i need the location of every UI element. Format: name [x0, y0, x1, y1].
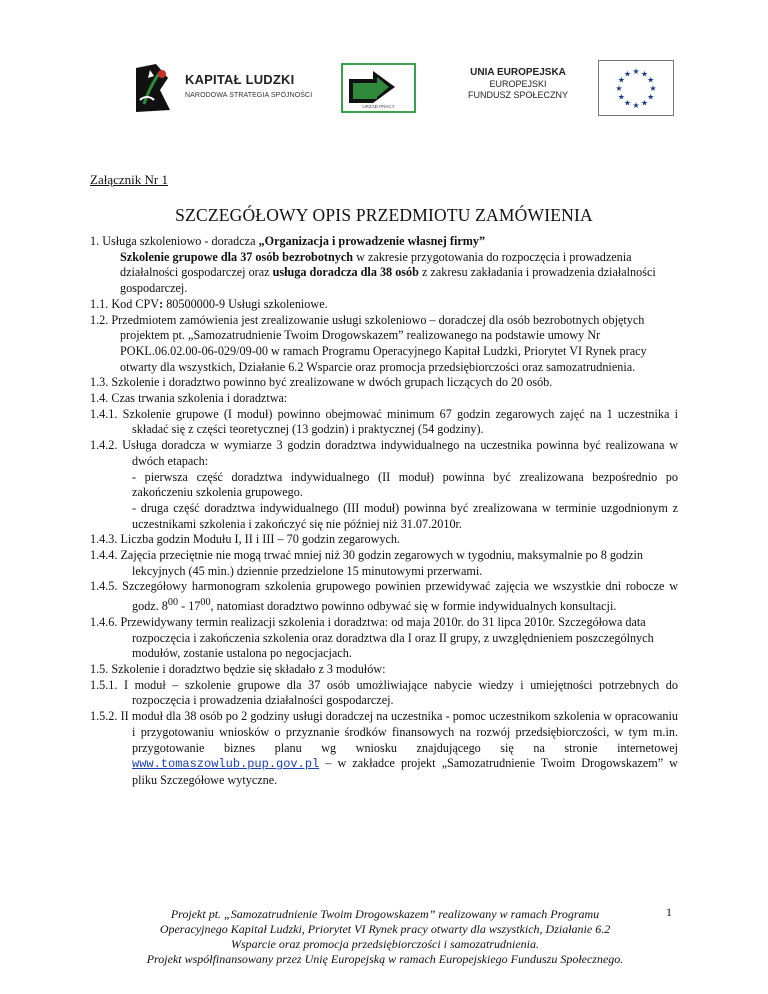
kapital-ludzki-subtitle: NARODOWA STRATEGIA SPÓJNOŚCI	[185, 92, 313, 99]
section-1-4-2	[90, 438, 678, 532]
eu-star-icon: ★	[617, 92, 625, 102]
eu-star-icon: ★	[623, 98, 632, 108]
s1-course-name: „Organizacja i prowadzenie własnej firmy”	[258, 234, 486, 248]
section-1-4-3: 1.4.3. Liczba godzin Modułu I, II i III – 70 godzin zegarowych.	[90, 532, 401, 547]
s1-intro: Usługa szkoleniowo - doradcza	[99, 234, 259, 248]
section-1-5-2	[90, 709, 678, 789]
section-1-4-1: 1.4.1. Szkolenie grupowe (I moduł) powinno obejmować minimum 67 godzin zegarowych zajęć na 1 uczestnika i składać się z części teoretycznej (13 godzin) i praktycznej (54 godziny).	[90, 406, 678, 437]
s142-intro: 1.4.2. Usługa doradcza w wymiarze 3 godzin doradztwa indywidualnego na uczestnika powinna być realizowana w dwóch etapach:	[90, 438, 678, 468]
s152-b: – w zakładce projekt „Samozatrudnienie Twoim Drogowskazem” w pliku Szczegółowe wytyczne.	[132, 756, 678, 787]
eu-star-icon: ★	[647, 92, 655, 102]
eu-star-icon: ★	[640, 69, 649, 79]
s1-advisory: usługa doradcza dla 38 osób	[272, 265, 419, 280]
ue-line-1: UNIA EUROPEJSKA	[470, 67, 566, 78]
s145-sup2: 00	[200, 597, 211, 609]
section-1-4: 1.4. Czas trwania szkolenia i doradztwa:	[90, 391, 288, 406]
ue-line-2: EUROPEJSKI	[489, 79, 547, 89]
urzad-pracy-logo	[341, 63, 416, 113]
s11-text: 80500000-9 Usługi szkoleniowe.	[163, 296, 328, 311]
attachment-label: Załącznik Nr 1	[90, 172, 168, 187]
section-1	[90, 234, 678, 297]
footer-line-4: Projekt współfinansowany przez Unię Europejską w ramach Europejskiego Funduszu Społecznego.	[146, 952, 624, 966]
s142-part-1: - pierwsza część doradztwa indywidualnego (II moduł) powinna być zrealizowana bezpośrednio po zakończeniu szkolenia grupowego.	[132, 469, 678, 500]
eu-flag	[598, 60, 674, 116]
kapital-ludzki-title: KAPITAŁ LUDZKI	[185, 72, 295, 87]
ue-line-3: FUNDUSZ SPOŁECZNY	[468, 90, 569, 100]
urzad-pracy-caption: URZĄD PRACY	[362, 104, 395, 109]
section-1-5-1: 1.5.1. I moduł – szkolenie grupowe dla 37 osób umożliwiające nabycie wiedzy i umiejętności potrzebnych do rozpoczęcia i prowadzenia działalności gospodarczej.	[90, 677, 678, 708]
section-1-5: 1.5. Szkolenie i doradztwo będzie się składało z 3 modułów:	[90, 662, 386, 677]
footer-line-2: Operacyjnego Kapitał Ludzki, Priorytet VI Rynek pracy otwarty dla wszystkich, Działanie 6.2	[159, 922, 611, 936]
eu-star-icon: ★	[632, 101, 640, 110]
pup-website-link[interactable]: www.tomaszowlub.pup.gov.pl	[132, 757, 320, 772]
footer-line-3: Wsparcie oraz promocja przedsiębiorczości i samozatrudnienia.	[231, 937, 539, 951]
page-title: SZCZEGÓŁOWY OPIS PRZEDMIOTU ZAMÓWIENIA	[175, 205, 593, 225]
s1-group-training: Szkolenie grupowe dla 37 osób bezrobotnych	[120, 249, 354, 264]
section-1-1	[90, 297, 678, 313]
eu-star-icon: ★	[640, 98, 649, 108]
s142-part-2: - druga część doradztwa indywidualnego (III moduł) powinna być zrealizowana w terminie uzgodnionym z uczestnikami szkolenia i zakończyć się nie później niż 31.07.2010r.	[132, 500, 678, 531]
s1-num: 1.	[90, 234, 100, 248]
eu-star-icon: ★	[632, 67, 640, 76]
s145-a: 1.4.5. Szczegółowy harmonogram szkolenia grupowego powinien przewidywać zajęcia we wszystkie dni robocze w godz. 8	[90, 579, 678, 614]
footer-line-1: Projekt pt. „Samozatrudnienie Twoim Drogowskazem” realizowany w ramach Programu	[170, 907, 600, 921]
s11-label: 1.1. Kod CPV	[90, 296, 160, 311]
s145-b: - 17	[178, 599, 201, 614]
page-footer	[90, 907, 680, 967]
eu-star-icon: ★	[617, 75, 625, 85]
eu-star-icon: ★	[649, 84, 657, 93]
section-1-4-4: 1.4.4. Zajęcia przeciętnie nie mogą trwać mniej niż 30 godzin zegarowych w tygodniu, maksymalnie po 8 godzin lekcyjnych (45 min.) dziennie przedzielone 15 minutowymi przerwami.	[90, 548, 644, 578]
s152-a: 1.5.2. II moduł dla 38 osób po 2 godziny usługi doradczej na uczestnika - pomoc uczestnikom szkolenia w opracowaniu i przygotowaniu wniosków o przyznanie środków finansowych na rozwój przedsiębiorczości, w tym m.in. przygotowanie biznes planu wg wniosku znajdującego się na stronie internetowej	[90, 709, 678, 755]
eu-star-icon: ★	[647, 75, 655, 85]
s1-text-2: z zakresu zakładania i prowadzenia działalności gospodarczej.	[120, 265, 656, 296]
section-1-3: 1.3. Szkolenie i doradztwo powinno być zrealizowane w dwóch grupach liczących do 20 osób.	[90, 375, 553, 390]
s145-c: , natomiast doradztwo powinno odbywać się w formie indywidualnych konsultacji.	[210, 599, 617, 614]
page-number: 1	[666, 905, 672, 919]
section-1-2: 1.2. Przedmiotem zamówienia jest zrealizowanie usługi szkoleniowo – doradczej dla osób bezrobotnych objętych projektem pt. „Samozatrudnienie Twoim Drogowskazem” realizowanego na podstawie umowy Nr POKL.06.02.00-06-029/09-00 w ramach Programu Operacyjnego Kapitał Ludzki, Priorytet VI Rynek pracy otwarty dla wszystkich, Działanie 6.2 Wsparcie oraz promocja przedsiębiorczości oraz samozatrudnienia.	[90, 312, 647, 374]
ue-efs-text	[468, 67, 568, 100]
s1-text-1: w zakresie przygotowania do rozpoczęcia i prowadzenia działalności gospodarczej oraz	[120, 249, 632, 280]
kapital-ludzki-emblem-icon	[130, 60, 174, 116]
eu-star-icon: ★	[615, 84, 623, 93]
header-logos	[118, 55, 678, 125]
s145-sup1: 00	[167, 597, 179, 609]
eu-stars-icon	[599, 61, 673, 115]
section-1-4-5	[90, 579, 678, 614]
s11-colon: :	[159, 296, 164, 311]
document-body	[90, 234, 678, 789]
eu-star-icon: ★	[623, 69, 632, 79]
section-1-4-6: 1.4.6. Przewidywany termin realizacji szkolenia i doradztwa: od maja 2010r. do 31 lipca 2010r. Szczegółowa data rozpoczęcia i zakończenia szkolenia oraz doradztwa dla I oraz II grupy, z uwzględnieniem poszczególnych modułów, zostanie ustalona po negocjacjach.	[90, 614, 654, 661]
kapital-ludzki-logo	[130, 60, 330, 120]
